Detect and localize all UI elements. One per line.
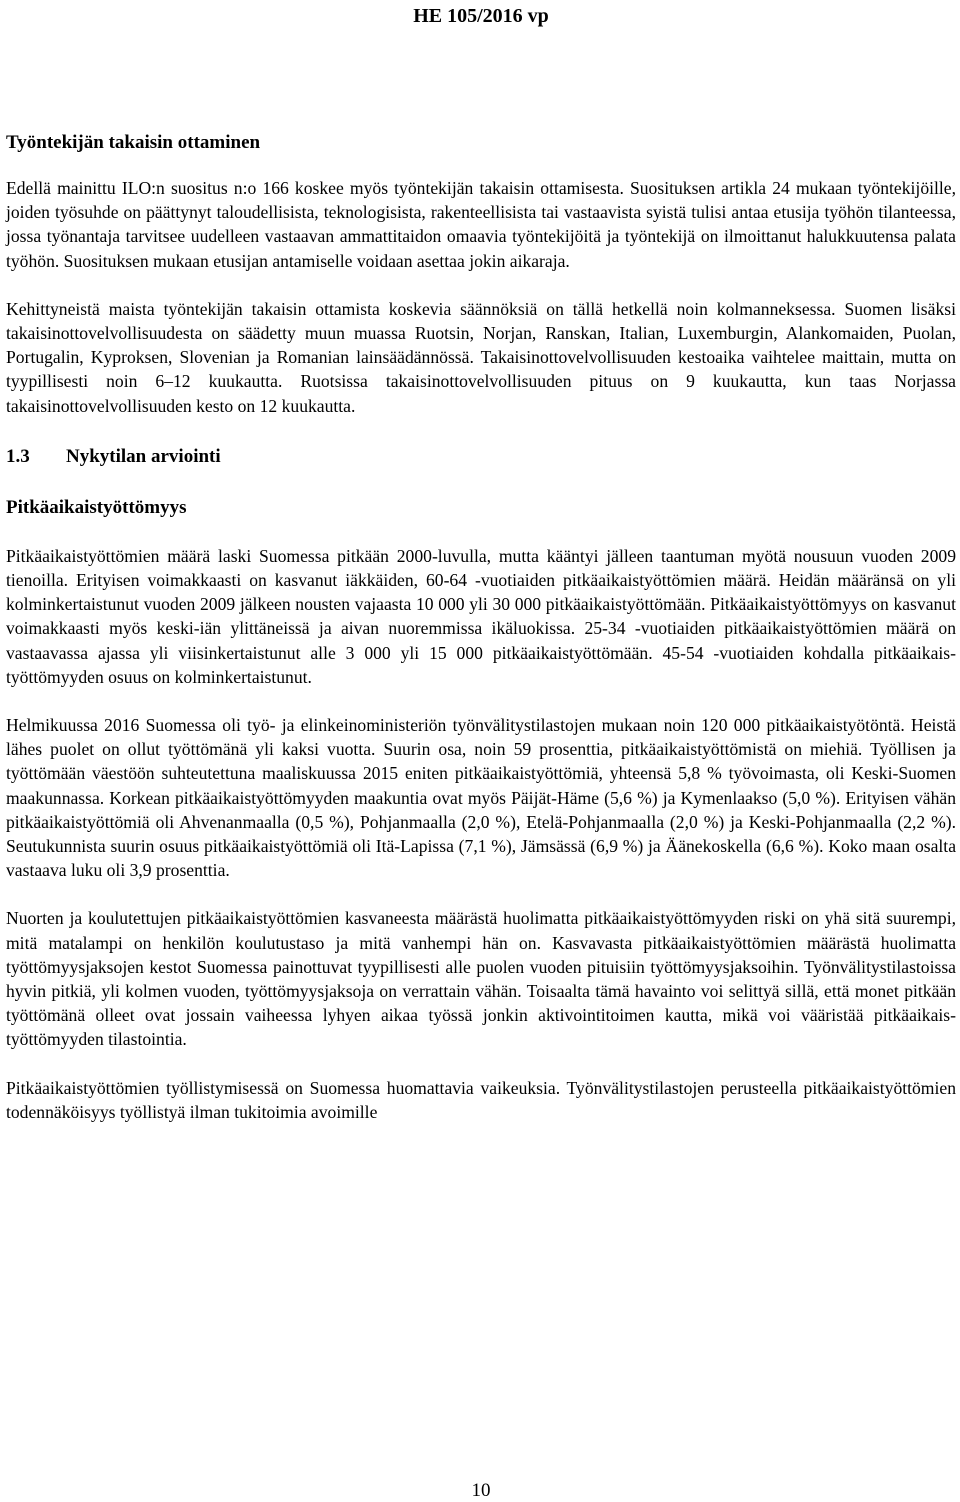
document-page	[6, 0, 956, 1502]
paragraph-maaran-kehitys: Pitkäaikaistyöttömien määrä laski Suomessa pitkään 2000-luvulla, mutta kääntyi jälleen taantuman myötä nousuun vuoden 2009 tienoilla. Erityisen voimakkaasti on kasvanut iäkkäiden, 60-64 -vuotiaiden pitkäaikaistyöttömien määrä. Heidän määränsä on yli kolminkertaistunut vuoden 2009 jälkeen nousten vajaasta 10 000 yli 30 000 pitkäaikaistyöttömään. Pitkäaikaistyöttömyys on kasvanut voimakkaasti myös keski-iän ylittäneissä ja aivan nuoremmissa ikäluokissa. 25-34 -vuotiaiden pitkäaikaistyöttömien määrä on vastaavassa ajassa yli viisinkertaistunut alle 3 000 yli 15 000 pitkäaikaistyöttömään. 45-54 -vuotiaiden kohdalla pitkäaikaistyöttömyyden osuus on kolminkertaistunut.	[6, 545, 956, 687]
paragraph-ilo-suositus: Edellä mainittu ILO:n suositus n:o 166 koskee myös työntekijän takaisin ottamisesta. Suosituksen artikla 24 mukaan työntekijöille, joiden työsuhde on päättynyt taloudellisista, teknologisista, rakenteellisista tai vastaavista syistä tulisi antaa etusija työhön tilanteessa, jossa työnantaja tarvitsee uudelleen vastaavan ammattitaidon omaavia työntekijöitä ja työntekijä on ilmoittanut halukkuutensa palata työhön. Suosituksen mukaan etusijan antamiselle voidaan asettaa jokin aikaraja.	[6, 178, 956, 271]
paragraph-nuoret-ja-koulutetut: Nuorten ja koulutettujen pitkäaikaistyöttömien kasvaneesta määrästä huolimatta pitkäaikaistyöttömyyden riski on yhä sitä suurempi, mitä matalampi on henkilön koulutustaso ja mitä vanhempi hän on. Kasvavasta pitkäaikaistyöttömien määrästä huolimatta työttömyysjaksojen kestot Suomessa painottuvat tyypillisesti alle puolen vuoden pituisiin työttömyysjaksoihin. Työnvälitystilastoissa hyvin pitkiä, yli kolmen vuoden, työttömyysjaksoja on verrattain vähän. Toisaalta tämä havainto voi selittyä sillä, että monet pitkään työttömänä olleet ovat jossain vaiheessa lyhyen aikaa työssä jonkin aktivointitoimen kautta, mikä voi vääristää pitkäaikaistyöttömyyden tilastointia.	[6, 908, 956, 1050]
section-title-takaisinottaminen: Työntekijän takaisin ottaminen	[6, 132, 261, 153]
spacer	[6, 882, 956, 906]
spacer	[6, 273, 956, 297]
section-heading-text: Nykytilan arviointi	[66, 445, 221, 467]
spacer	[6, 469, 956, 496]
page-number: 10	[471, 1480, 491, 1501]
spacer	[6, 689, 956, 713]
document-id-header: HE 105/2016 vp	[413, 5, 549, 27]
page-content	[6, 131, 956, 1124]
section-title-pitkaaikaistyottomyys: Pitkäaikaistyöttömyys	[6, 496, 187, 518]
spacer	[6, 520, 956, 544]
spacer	[6, 418, 956, 445]
spacer	[6, 1052, 956, 1076]
paragraph-helmikuu-2016: Helmikuussa 2016 Suomessa oli työ- ja elinkeinoministeriön työnvälitystilastojen mukaan noin 120 000 pitkäaikaistyötöntä. Heistä lähes puolet on ollut työttömänä yli kaksi vuotta. Suurin osa, noin 59 prosenttia, pitkäaikaistyöttömistä on miehiä. Työllisen ja työttömään väestöön suhteutettuna maaliskuussa 2015 eniten pitkäaikaistyöttömiä, yhteensä 5,8 % työvoimasta, oli Keski-Suomen maakunnassa. Korkean pitkäaikaistyöttömyyden maakuntia ovat myös Päijät-Häme (5,6 %) ja Kymenlaakso (5,0 %). Erityisen vähän pitkäaikaistyöttömiä oli Ahvenanmaalla (0,5 %), Pohjanmaalla (2,0 %), Etelä-Pohjanmaalla (2,0 %) ja Keski-Pohjanmaalla (2,2 %). Seutukunnista suurin osuus pitkäaikaistyöttömiä oli Itä-Lapissa (7,1 %), Jämsässä (6,9 %) ja Äänekoskella (6,6 %). Koko maan osalta vastaava luku oli 3,9 prosenttia.	[6, 715, 956, 881]
section-heading-nykytilan-arviointi	[6, 445, 956, 469]
spacer	[6, 155, 956, 176]
paragraph-kehittyneet-maat: Kehittyneistä maista työntekijän takaisin ottamista koskevia säännöksiä on tällä hetkellä noin kolmanneksessa. Suomen lisäksi takaisinottovelvollisuudesta on säädetty muun muassa Ruotsin, Norjan, Ranskan, Italian, Luxemburgin, Alankomaiden, Puolan, Portugalin, Kyproksen, Slovenian ja Romanian lainsäädännössä. Takaisinottovelvollisuuden kestoaika vaihtelee maittain, mutta on tyypillisesti noin 6–12 kuukautta. Ruotsissa takaisinottovelvollisuuden pituus on 9 kuukautta, kun taas Norjassa takaisinottovelvollisuuden kesto on 12 kuukautta.	[6, 298, 956, 416]
paragraph-tyollistyminen: Pitkäaikaistyöttömien työllistymisessä on Suomessa huomattavia vaikeuksia. Työnvälitystilastojen perusteella pitkäaikaistyöttömien todennäköisyys työllistyä ilman tukitoimia avoimille	[6, 1077, 956, 1122]
section-number: 1.3	[6, 445, 30, 467]
